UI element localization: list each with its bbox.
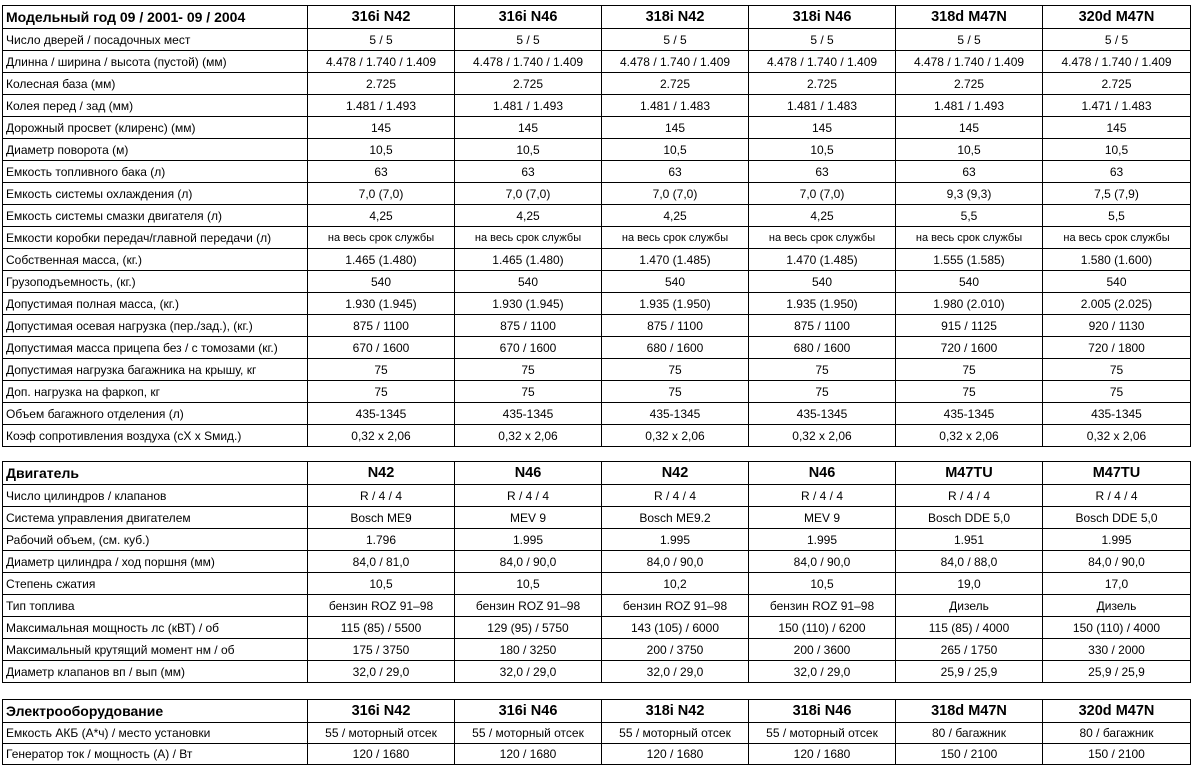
spec-value: R / 4 / 4 <box>308 485 455 507</box>
table-row <box>3 744 1191 765</box>
table-row <box>3 425 1191 447</box>
spec-value: 63 <box>749 161 896 183</box>
table-row <box>3 573 1191 595</box>
spec-value: 120 / 1680 <box>602 744 749 765</box>
spec-value: 330 / 2000 <box>1043 639 1191 661</box>
spec-value: 10,5 <box>749 573 896 595</box>
spec-value: 120 / 1680 <box>308 744 455 765</box>
spec-value: M47TU <box>896 462 1043 485</box>
spec-value: 540 <box>602 271 749 293</box>
table-row <box>3 359 1191 381</box>
spec-value: 720 / 1600 <box>896 337 1043 359</box>
spec-value: 84,0 / 81,0 <box>308 551 455 573</box>
table-row <box>3 73 1191 95</box>
spec-value: 318i N46 <box>749 700 896 723</box>
row-label: Диаметр клапанов вп / вып (мм) <box>3 661 308 683</box>
spec-value: 1.471 / 1.483 <box>1043 95 1191 117</box>
spec-value: 75 <box>602 381 749 403</box>
row-label: Максимальный крутящий момент нм / об <box>3 639 308 661</box>
table-row <box>3 293 1191 315</box>
spec-value: 129 (95) / 5750 <box>455 617 602 639</box>
spec-value: 316i N42 <box>308 700 455 723</box>
spec-value: 5 / 5 <box>455 29 602 51</box>
spec-value: 55 / моторный отсек <box>749 723 896 744</box>
spec-value: 4.478 / 1.740 / 1.409 <box>749 51 896 73</box>
spec-value: 5 / 5 <box>602 29 749 51</box>
row-label: Емкость системы охлаждения (л) <box>3 183 308 205</box>
spec-value: Bosch ME9 <box>308 507 455 529</box>
spec-value: 75 <box>896 381 1043 403</box>
spec-value: 1.481 / 1.493 <box>455 95 602 117</box>
spec-value: 150 / 2100 <box>1043 744 1191 765</box>
spec-value: 4.478 / 1.740 / 1.409 <box>308 51 455 73</box>
spec-value: 680 / 1600 <box>749 337 896 359</box>
spec-value: 1.465 (1.480) <box>308 249 455 271</box>
spec-value: 875 / 1100 <box>455 315 602 337</box>
spec-value: 75 <box>749 381 896 403</box>
spec-value: 5 / 5 <box>1043 29 1191 51</box>
row-label: Емкость топливного бака (л) <box>3 161 308 183</box>
spec-value: N46 <box>455 462 602 485</box>
row-label: Собственная масса, (кг.) <box>3 249 308 271</box>
spec-value: 4.478 / 1.740 / 1.409 <box>896 51 1043 73</box>
row-label: Генератор ток / мощность (А) / Вт <box>3 744 308 765</box>
spec-value: на весь срок службы <box>896 227 1043 249</box>
spec-value: 75 <box>455 381 602 403</box>
row-label: Колесная база (мм) <box>3 73 308 95</box>
spec-value: 75 <box>896 359 1043 381</box>
table-row <box>3 51 1191 73</box>
spec-value: Bosch DDE 5,0 <box>1043 507 1191 529</box>
spec-value: 84,0 / 90,0 <box>602 551 749 573</box>
spec-value: 75 <box>749 359 896 381</box>
spec-value: 10,5 <box>602 139 749 161</box>
row-label: Допустимая нагрузка багажника на крышу, кг <box>3 359 308 381</box>
spec-value: 10,5 <box>308 139 455 161</box>
spec-value: 10,5 <box>749 139 896 161</box>
general-specs-table <box>2 5 1191 447</box>
spec-value: 2.725 <box>455 73 602 95</box>
spec-value: 435-1345 <box>749 403 896 425</box>
spec-value: 32,0 / 29,0 <box>308 661 455 683</box>
spec-value: 32,0 / 29,0 <box>455 661 602 683</box>
spec-value: 55 / моторный отсек <box>455 723 602 744</box>
row-label: Объем багажного отделения (л) <box>3 403 308 425</box>
spec-value: 540 <box>455 271 602 293</box>
table-row <box>3 337 1191 359</box>
spec-value: бензин ROZ 91–98 <box>308 595 455 617</box>
spec-value: бензин ROZ 91–98 <box>602 595 749 617</box>
row-label: Максимальная мощность лс (кВТ) / об <box>3 617 308 639</box>
spec-value: 200 / 3600 <box>749 639 896 661</box>
spec-value: 0,32 x 2,06 <box>308 425 455 447</box>
table-row <box>3 139 1191 161</box>
spec-value: 915 / 1125 <box>896 315 1043 337</box>
row-label: Допустимая масса прицепа без / с томозами (кг.) <box>3 337 308 359</box>
table-row <box>3 529 1191 551</box>
spec-value: 10,5 <box>455 573 602 595</box>
spec-value: 318i N42 <box>602 700 749 723</box>
spec-value: 175 / 3750 <box>308 639 455 661</box>
table-row <box>3 249 1191 271</box>
spec-value: 1.995 <box>455 529 602 551</box>
spec-value: 145 <box>896 117 1043 139</box>
spec-value: R / 4 / 4 <box>602 485 749 507</box>
row-label: Колея перед / зад (мм) <box>3 95 308 117</box>
spec-value: 2.725 <box>602 73 749 95</box>
row-label: Грузоподъемность, (кг.) <box>3 271 308 293</box>
spec-value: 316i N46 <box>455 6 602 29</box>
row-label: Рабочий объем, (см. куб.) <box>3 529 308 551</box>
spec-value: 0,32 x 2,06 <box>602 425 749 447</box>
table-row <box>3 595 1191 617</box>
table-row <box>3 117 1191 139</box>
spec-value: 7,0 (7,0) <box>455 183 602 205</box>
spec-value: Bosch ME9.2 <box>602 507 749 529</box>
spec-value: 2.725 <box>749 73 896 95</box>
spec-value: 145 <box>455 117 602 139</box>
spec-value: 1.796 <box>308 529 455 551</box>
spec-value: 1.481 / 1.493 <box>896 95 1043 117</box>
spec-value: 4,25 <box>602 205 749 227</box>
spec-value: 19,0 <box>896 573 1043 595</box>
table-row <box>3 403 1191 425</box>
spec-value: 75 <box>308 381 455 403</box>
spec-value: 5,5 <box>896 205 1043 227</box>
spec-value: 1.995 <box>749 529 896 551</box>
spec-value: 435-1345 <box>602 403 749 425</box>
spec-value: R / 4 / 4 <box>455 485 602 507</box>
spec-value: 0,32 x 2,06 <box>1043 425 1191 447</box>
row-label: Диаметр поворота (м) <box>3 139 308 161</box>
row-label: Число цилиндров / клапанов <box>3 485 308 507</box>
row-label: Модельный год 09 / 2001- 09 / 2004 <box>3 6 308 29</box>
spec-value: на весь срок службы <box>602 227 749 249</box>
spec-value: 150 / 2100 <box>896 744 1043 765</box>
spec-value: 1.555 (1.585) <box>896 249 1043 271</box>
table-row <box>3 315 1191 337</box>
spec-value: 10,2 <box>602 573 749 595</box>
row-label: Допустимая полная масса, (кг.) <box>3 293 308 315</box>
spec-value: 115 (85) / 5500 <box>308 617 455 639</box>
spec-value: 4,25 <box>749 205 896 227</box>
spec-value: Дизель <box>896 595 1043 617</box>
spec-value: 2.725 <box>1043 73 1191 95</box>
spec-value: 120 / 1680 <box>455 744 602 765</box>
spec-value: N42 <box>602 462 749 485</box>
table-row <box>3 205 1191 227</box>
spec-value: на весь срок службы <box>749 227 896 249</box>
row-label: Емкости коробки передач/главной передачи (л) <box>3 227 308 249</box>
spec-value: 63 <box>1043 161 1191 183</box>
spec-value: 316i N46 <box>455 700 602 723</box>
spec-value: 1.481 / 1.483 <box>749 95 896 117</box>
spec-value: 2.725 <box>308 73 455 95</box>
spec-value: 150 (110) / 4000 <box>1043 617 1191 639</box>
row-label: Электрооборудование <box>3 700 308 723</box>
spec-value: 145 <box>308 117 455 139</box>
spec-value: 32,0 / 29,0 <box>602 661 749 683</box>
spec-value: 1.980 (2.010) <box>896 293 1043 315</box>
spec-value: 875 / 1100 <box>308 315 455 337</box>
row-label: Дорожный просвет (клиренс) (мм) <box>3 117 308 139</box>
spec-value: 80 / багажник <box>896 723 1043 744</box>
spec-value: 265 / 1750 <box>896 639 1043 661</box>
spec-value: 318d M47N <box>896 700 1043 723</box>
spec-value: 2.005 (2.025) <box>1043 293 1191 315</box>
row-label: Диаметр цилиндра / ход поршня (мм) <box>3 551 308 573</box>
row-label: Доп. нагрузка на фаркоп, кг <box>3 381 308 403</box>
spec-value: 75 <box>1043 359 1191 381</box>
spec-value: 63 <box>455 161 602 183</box>
spec-value: 2.725 <box>896 73 1043 95</box>
spec-value: на весь срок службы <box>308 227 455 249</box>
spec-value: 115 (85) / 4000 <box>896 617 1043 639</box>
spec-value: 318d M47N <box>896 6 1043 29</box>
spec-value: 316i N42 <box>308 6 455 29</box>
spec-value: 318i N46 <box>749 6 896 29</box>
spec-value: 0,32 x 2,06 <box>749 425 896 447</box>
spec-value: 1.481 / 1.493 <box>308 95 455 117</box>
spec-value: 75 <box>308 359 455 381</box>
spec-value: 680 / 1600 <box>602 337 749 359</box>
table-row <box>3 551 1191 573</box>
spec-value: бензин ROZ 91–98 <box>455 595 602 617</box>
spec-value: 7,0 (7,0) <box>308 183 455 205</box>
spec-value: 55 / моторный отсек <box>602 723 749 744</box>
spec-value: 1.470 (1.485) <box>749 249 896 271</box>
spec-value: 84,0 / 90,0 <box>1043 551 1191 573</box>
engine-specs-table <box>2 461 1191 683</box>
spec-value: 63 <box>602 161 749 183</box>
row-label: Степень сжатия <box>3 573 308 595</box>
spec-value: 435-1345 <box>1043 403 1191 425</box>
spec-value: 4.478 / 1.740 / 1.409 <box>455 51 602 73</box>
spec-value: R / 4 / 4 <box>1043 485 1191 507</box>
spec-value: 145 <box>1043 117 1191 139</box>
spec-value: 1.995 <box>1043 529 1191 551</box>
spec-value: 145 <box>749 117 896 139</box>
spec-value: 1.930 (1.945) <box>308 293 455 315</box>
electrical-specs-table <box>2 699 1191 765</box>
row-label: Допустимая осевая нагрузка (пер./зад.), (кг.) <box>3 315 308 337</box>
spec-value: 5 / 5 <box>896 29 1043 51</box>
spec-value: 1.470 (1.485) <box>602 249 749 271</box>
spec-value: 145 <box>602 117 749 139</box>
spec-value: N42 <box>308 462 455 485</box>
spec-value: 4.478 / 1.740 / 1.409 <box>1043 51 1191 73</box>
spec-value: 920 / 1130 <box>1043 315 1191 337</box>
spec-value: 1.935 (1.950) <box>749 293 896 315</box>
spec-value: M47TU <box>1043 462 1191 485</box>
table-header-row <box>3 700 1191 723</box>
table-header-row <box>3 462 1191 485</box>
table-row <box>3 161 1191 183</box>
spec-value: 25,9 / 25,9 <box>1043 661 1191 683</box>
table-row <box>3 29 1191 51</box>
spec-value: 318i N42 <box>602 6 749 29</box>
spec-value: 5,5 <box>1043 205 1191 227</box>
table-row <box>3 381 1191 403</box>
spec-value: 540 <box>749 271 896 293</box>
spec-value: 875 / 1100 <box>749 315 896 337</box>
spec-value: 84,0 / 90,0 <box>455 551 602 573</box>
spec-value: 143 (105) / 6000 <box>602 617 749 639</box>
spec-value: на весь срок службы <box>455 227 602 249</box>
spec-value: 1.951 <box>896 529 1043 551</box>
spec-value: 10,5 <box>896 139 1043 161</box>
spec-value: на весь срок службы <box>1043 227 1191 249</box>
spec-value: 32,0 / 29,0 <box>749 661 896 683</box>
spec-value: Дизель <box>1043 595 1191 617</box>
spec-value: 4,25 <box>308 205 455 227</box>
spec-value: 670 / 1600 <box>455 337 602 359</box>
spec-value: 670 / 1600 <box>308 337 455 359</box>
spec-value: 150 (110) / 6200 <box>749 617 896 639</box>
table-row <box>3 227 1191 249</box>
spec-value: 720 / 1800 <box>1043 337 1191 359</box>
spec-value: 875 / 1100 <box>602 315 749 337</box>
spec-value: 75 <box>1043 381 1191 403</box>
spec-value: 4.478 / 1.740 / 1.409 <box>602 51 749 73</box>
spec-value: 80 / багажник <box>1043 723 1191 744</box>
row-label: Емкость АКБ (А*ч) / место установки <box>3 723 308 744</box>
spec-value: 120 / 1680 <box>749 744 896 765</box>
spec-value: 200 / 3750 <box>602 639 749 661</box>
spec-value: 63 <box>896 161 1043 183</box>
row-label: Емкость системы смазки двигателя (л) <box>3 205 308 227</box>
spec-value: N46 <box>749 462 896 485</box>
spec-value: MEV 9 <box>749 507 896 529</box>
spec-value: 7,0 (7,0) <box>749 183 896 205</box>
spec-value: 7,5 (7,9) <box>1043 183 1191 205</box>
spec-value: 0,32 x 2,06 <box>896 425 1043 447</box>
spec-value: R / 4 / 4 <box>896 485 1043 507</box>
row-label: Система управления двигателем <box>3 507 308 529</box>
spec-value: 320d M47N <box>1043 700 1191 723</box>
spec-value: R / 4 / 4 <box>749 485 896 507</box>
spec-value: 55 / моторный отсек <box>308 723 455 744</box>
spec-value: 75 <box>602 359 749 381</box>
table-row <box>3 639 1191 661</box>
spec-value: 5 / 5 <box>749 29 896 51</box>
spec-value: 0,32 x 2,06 <box>455 425 602 447</box>
table-row <box>3 723 1191 744</box>
spec-value: 84,0 / 88,0 <box>896 551 1043 573</box>
spec-value: Bosch DDE 5,0 <box>896 507 1043 529</box>
table-row <box>3 617 1191 639</box>
spec-value: бензин ROZ 91–98 <box>749 595 896 617</box>
spec-value: 1.465 (1.480) <box>455 249 602 271</box>
spec-value: 180 / 3250 <box>455 639 602 661</box>
table-row <box>3 485 1191 507</box>
spec-value: 435-1345 <box>308 403 455 425</box>
table-row <box>3 661 1191 683</box>
spec-value: 17,0 <box>1043 573 1191 595</box>
spec-value: 1.935 (1.950) <box>602 293 749 315</box>
spec-value: 320d M47N <box>1043 6 1191 29</box>
spec-value: 540 <box>308 271 455 293</box>
table-header-row <box>3 6 1191 29</box>
spec-value: 84,0 / 90,0 <box>749 551 896 573</box>
spec-value: 1.930 (1.945) <box>455 293 602 315</box>
row-label: Коэф сопротивления воздуха (cX x Sмид.) <box>3 425 308 447</box>
row-label: Число дверей / посадочных мест <box>3 29 308 51</box>
spec-value: 1.481 / 1.483 <box>602 95 749 117</box>
spec-value: 75 <box>455 359 602 381</box>
row-label: Длинна / ширина / высота (пустой) (мм) <box>3 51 308 73</box>
spec-value: 1.995 <box>602 529 749 551</box>
spec-value: 63 <box>308 161 455 183</box>
spec-value: 540 <box>896 271 1043 293</box>
spec-value: 25,9 / 25,9 <box>896 661 1043 683</box>
row-label: Тип топлива <box>3 595 308 617</box>
spec-value: 540 <box>1043 271 1191 293</box>
spec-value: 10,5 <box>455 139 602 161</box>
spec-value: 9,3 (9,3) <box>896 183 1043 205</box>
spec-value: 435-1345 <box>455 403 602 425</box>
spec-value: 5 / 5 <box>308 29 455 51</box>
spec-value: 10,5 <box>1043 139 1191 161</box>
spec-value: 4,25 <box>455 205 602 227</box>
table-row <box>3 95 1191 117</box>
spec-value: 435-1345 <box>896 403 1043 425</box>
table-row <box>3 271 1191 293</box>
spec-value: 7,0 (7,0) <box>602 183 749 205</box>
table-row <box>3 507 1191 529</box>
spec-value: MEV 9 <box>455 507 602 529</box>
spec-value: 1.580 (1.600) <box>1043 249 1191 271</box>
row-label: Двигатель <box>3 462 308 485</box>
table-row <box>3 183 1191 205</box>
spec-value: 10,5 <box>308 573 455 595</box>
